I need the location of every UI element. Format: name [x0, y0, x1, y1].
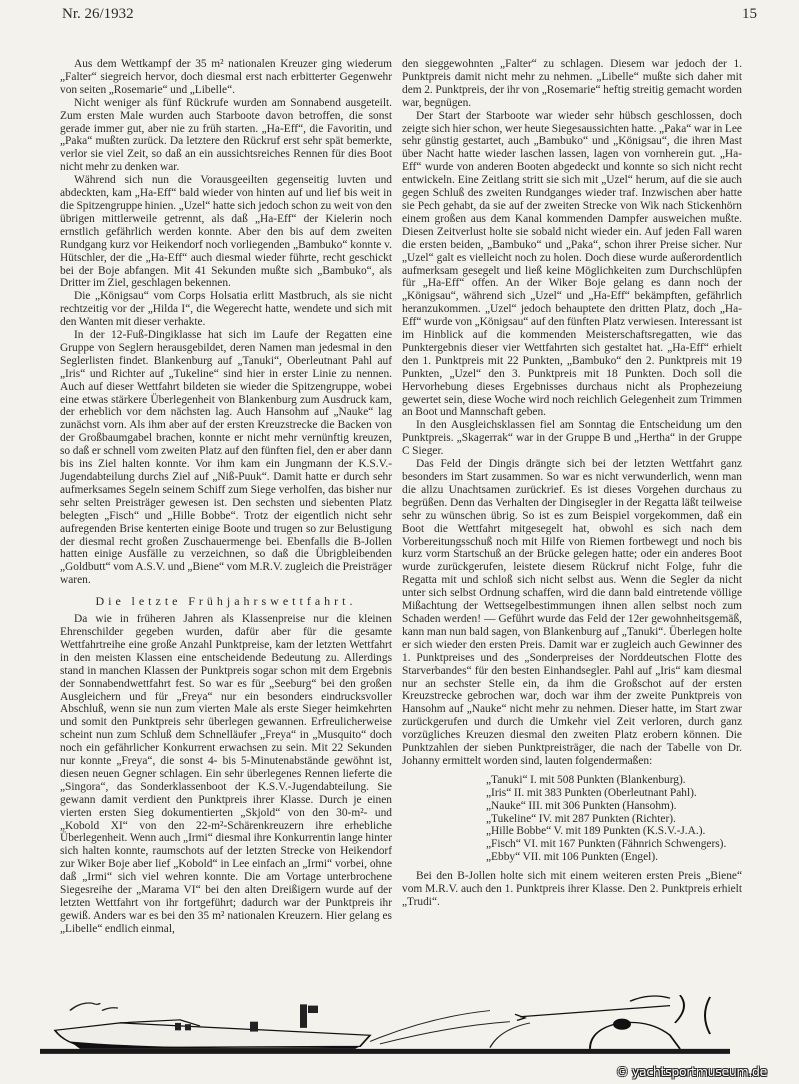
sea-monster: [515, 995, 710, 1049]
paragraph: den sieggewohnten „Falter“ zu schlagen. Diesem war jedoch der 1. Punktpreis damit nicht mehr zu nehmen. „Libelle“ mußte sich daher mit dem 2. Punktpreis, der ihr von „Rosemarie“ heftig streitig gemacht worden war, begnügen.: [402, 58, 742, 109]
paragraph: In der 12-Fuß-Dingiklasse hat sich im Laufe der Regatten eine Gruppe von Seglern herausgebildet, deren Namen man jedesmal in den Seglerlisten findet. Blankenburg auf „Tanuki“, Oberleutnant Pahl auf „Iris“ und Richter auf „Tukeline“ sind hier in erster Linie zu nennen. Auch auf dieser Wettfahrt bildeten sie wieder die Spitzengruppe, wobei eine etwas stärkere Überlegenheit von Blankenburg zum Ausdruck kam, der erheblich vor dem nächsten lag. Auch Hansohm auf „Nauke“ lag zunächst vorn. Als ihm aber auf der ersten Kreuzstrecke die Backen von der Großbaumgabel brachen, konnte er nicht mehr vernünftig kreuzen, so daß er schnell vom zweiten Platz auf den fünften fiel, den er aber dann bis ins Ziel halten konnte. Vor ihm kam ein Jungmann der K.S.V.-Jugendabteilung durchs Ziel auf „Niß-Puuk“. Damit hatte er durch sehr aufmerksames Segeln seinem Schiff zum Siege verholfen, das bisher nur sehr selten Preisträger gewesen ist. Den sechsten und siebenten Platz belegten „Fisch“ und „Hille Bobbe“. Trotz der eigentlich nicht sehr aufregenden Brise kenterten einige Boote und trugen so zur Belustigung der diesmal recht großen Zuschauermenge bei. Ebenfalls die B-Jollen hatten einige Ausfälle zu verzeichnen, so daß die Übrigbleibenden „Goldbutt“ vom A.S.V. und „Biene“ vom M.R.V. zugleich die Preisträger waren.: [60, 329, 392, 587]
issue-number: Nr. 26/1932: [62, 6, 134, 22]
section-heading: Die letzte Frühjahrswettfahrt.: [95, 594, 357, 609]
list-item: „Iris“ II. mit 383 Punkten (Oberleutnant Pahl).: [486, 786, 697, 799]
paragraph: Der Start der Starboote war wieder sehr hübsch geschlossen, doch zeigte sich hier schon, wer heute Siegesaussichten hatte. „Paka“ war in Lee sehr günstig gestartet, auch „Bambuko“ und „Königsau“, die ihren Mast über Nacht hatte wieder laschen lassen, lagen von vornherein gut. „Ha-Eff“ wurde von anderen Booten abgedeckt und konnte so sich nicht recht entwickeln. Eine Zeitlang stritt sie sich mit „Uzel“ herum, auf die sie auch gegen Schluß des zweiten Rundganges wieder traf. Inzwischen aber hatte sie Pech gehabt, da sie auf der zweiten Strecke von Wik nach Stickenhörn einem großen aus dem Kanal kommenden Dampfer ausweichen mußte. Diesen Zeitverlust holte sie sobald nicht wieder ein. Auf jeden Fall waren die ersten beiden, „Bambuko“ und „Paka“, schon ihrer Preise sicher. Nur „Uzel“ galt es vielleicht noch zu holen. Doch diese wurde außerordentlich aufmerksam gesegelt und ließ keine Möglichkeiten zum Durchschlüpfen für „Ha-Eff“ offen. An der Wiker Boje gelang es dann noch der „Königsau“, während sich „Uzel“ und „Ha-Eff“ bekämpften, gefährlich heranzukommen. „Uzel“ jedoch behauptete den dritten Platz, doch „Ha-Eff“ wurde von „Königsau“ auf den fünften Platz verwiesen. Interessant ist im Hinblick auf die kommenden Meisterschaftsregatten, wie das Punktergebnis dieser vier Wettfahrten sich gestaltet hat. „Ha-Eff“ erhielt den 1. Punktpreis mit 22 Punkten, „Bambuko“ den 2. Punktpreis mit 19 Punkten, „Uzel“ den 3. Punktpreis mit 18 Punkten. Doch soll die Hervorhebung dieses Ergebnisses durchaus nicht als Prophezeiung gewertet sein, diese Woche wird noch reichlich Gelegenheit zum Trimmen an Boot und Mannschaft geben.: [402, 109, 742, 419]
left-column: [60, 58, 392, 936]
boat-sea-monster-illustration: [30, 992, 770, 1060]
water-line: [40, 1049, 730, 1054]
paragraph: Die „Königsau“ vom Corps Holsatia erlitt Mastbruch, als sie nicht rechtzeitig vor der „Hilda I“, die Wegerecht hatte, wendete und sich mit den Wanten mit dieser verhakte.: [60, 290, 392, 329]
list-item: „Tanuki“ I. mit 508 Punkten (Blankenburg).: [486, 773, 686, 786]
list-item: „Nauke“ III. mit 306 Punkten (Hansohm).: [486, 799, 677, 812]
watermark: © yachtsportmuseum.de: [616, 1064, 768, 1079]
list-item: „Hille Bobbe“ V. mit 189 Punkten (K.S.V.-J.A.).: [486, 825, 706, 838]
paragraph: Bei den B-Jollen holte sich mit einem weiteren ersten Preis „Biene“ vom M.R.V. auch den 1. Punktpreis ihrer Klasse. Den 2. Punktpreis erhielt „Trudi“.: [402, 870, 742, 908]
list-item: „Fisch“ VI. mit 167 Punkten (Fähnrich Schwengers).: [486, 838, 727, 851]
paragraph: Nicht weniger als fünf Rückrufe wurden am Sonnabend ausgeteilt. Zum ersten Male wurden auch Starboote davon betroffen, die sonst gerade immer gut, aber nie zu früh starten. „Ha-Eff“, die Favoritin, und „Paka“ mußten zurück. Da letztere den Rückruf erst sehr spät bemerkte, verlor sie viel Zeit, so daß an ein aussichtsreiches Rennen für dies Boot nicht mehr zu denken war.: [60, 96, 392, 174]
paragraph: Das Feld der Dingis drängte sich bei der letzten Wettfahrt ganz besonders im Start zusammen. So war es nicht verwunderlich, wenn man die allzu Unachtsamen zurückrief. Es ist dieses Vorgehen durchaus zu begrüßen. Denn das Verhalten der Dingisegler in der Regatta läßt teilweise sehr zu wünschen übrig. So ist es zum Beispiel vorgekommen, daß ein Boot die Wettfahrt mitgesegelt hat, obwohl es sich nach dem Vorbereitungsschuß noch mit Hilfe von Riemen fortbewegt und noch bis kurz vorm Startschuß an der Brücke gelegen hatte; oder ein anderes Boot wurde zurückgerufen, leistete diesem Rückruf nicht Folge, fuhr die Regatta mit und schloß sich nicht selbst aus. Wenn die Segler da nicht unter sich selbst Ordnung schaffen, wird die dann bald eintretende völlige Mißachtung der Wettsegelbestimmungen ihnen allen selbst noch zum Schaden werden! — Geführt wurde das Feld der 12er gewohnheitsgemäß, kann man nun bald sagen, von Blankenburg auf „Tanuki“. Überlegen holte er sich wieder den ersten Preis. Damit war er zugleich auch Gewinner des 1. Punktpreises und des „Sonderpreises der Norddeutschen Flotte des Starverbandes“ für den besten Einhandsegler. Pahl auf „Iris“ kam diesmal nur an sechster Stelle ein, da ihm die Großschot auf der ersten Kreuzstrecke gebrochen war, doch war ihm der zweite Punktpreis von Hansohm auf „Nauke“ nicht mehr zu nehmen. Dieser hatte, im Start zwar zurückgerufen und durch die Umkehr viel Zeit verloren, durch ganz vorzügliches Kreuzen diesmal den zweiten Platz erobern können. Die Punktzahlen der sieben Punktpreisträger, die nach der Tabelle von Dr. Johanny ermittelt worden sind, lauten folgendermaßen:: [402, 458, 742, 767]
paragraph: Aus dem Wettkampf der 35 m² nationalen Kreuzer ging wiederum „Falter“ siegreich hervor, doch diesmal erst nach erbitterter Gegenwehr von seiten „Rosemarie“ und „Libelle“.: [60, 58, 392, 96]
results-list: [486, 774, 742, 864]
paragraph: Da wie in früheren Jahren als Klassenpreise nur die kleinen Ehrenschilder gegeben wurden, dafür aber für die gesamte Wettfahrtreihe eine große Anzahl Punktpreise, kam der letzten Wettfahrt in den meisten Klassen eine entscheidende Bedeutung zu. Allerdings stand in manchen Klassen der Punktpreis sogar schon mit dem Ergebnis der Sonnabendwettfahrt fest. So war es für „Seeburg“ bei den großen Ausgleichern und für „Freya“ nur ein besonders eindrucksvoller Abschluß, wenn sie nun zum vierten Male als erste Sieger heimkehrten und somit den Punktpreis sehr überlegen gewannen. Erfreulicherweise scheint nun zum Schluß dem Schnelläufer „Freya“ in „Musquito“ doch noch ein gefährlicher Konkurrent erwachsen zu sein. Mit 22 Sekunden nur konnte „Freya“, die sonst 4- bis 5-Minutenabstände gewöhnt ist, diesen neuen Gegner schlagen. Ein sehr überlegenes Rennen lieferte die „Singora“, das Sonderklassenboot der K.S.V.-Jugendabteilung. Sie gewann damit verdient den Punktpreis ihrer Klasse. Durch je einen vierten ersten Sieg dokumentierten „Skjold“ von den 30-m²- und „Kobold XI“ von den 22-m²-Schärenkreuzern ihre erhebliche Überlegenheit. Wenn auch „Irmi“ diesmal ihre Konkurrentin lange hinter sich halten konnte, raumschots auf der letzten Strecke von Heikendorf zur Wiker Boje aber lief „Kobold“ in Lee einfach an „Irmi“ vorbei, ohne daß „Irmi“ sich viel wehren konnte. Die am Vortage unterbrochene Siegesreihe der „Marama VI“ bei den alten Dreißigern wurde auf der letzten Wettfahrt von ihr fortgeführt; dadurch war der Punktpreis ihr gewiß. Anders war es bei den 35 m² nationalen Kreuzern. Hier gelang es „Libelle“ endlich einmal,: [60, 613, 392, 935]
page-number: 15: [742, 6, 757, 22]
list-item: „Tukeline“ IV. mit 287 Punkten (Richter).: [486, 812, 676, 825]
paragraph: In den Ausgleichsklassen fiel am Sonntag die Entscheidung um den Punktpreis. „Skagerrak“ war in der Gruppe B und „Hertha“ in der Gruppe C Sieger.: [402, 419, 742, 458]
seagull-icons: [70, 1003, 118, 1011]
splash: [370, 1011, 530, 1048]
paragraph: Während sich nun die Vorausgeeilten gegenseitig luvten und abdeckten, kam „Ha-Eff“ bald wieder von hinten auf und lief bis weit in die Spitzengruppe hinien. „Uzel“ hatte sich jedoch schon zu weit von den übrigen mittlerweile getrennt, als daß „Ha-Eff“ der Kielerin noch ernstlich gefährlich werden konnte. Aber den bis auf dem zweiten Rundgang kurz vor Heikendorf noch vorliegenden „Bambuko“ konnte v. Hütschler, der die „Ha-Eff“ auch diesmal wieder führte, recht geschickt bei der Boje abfangen. Mit 41 Sekunden mußte sich „Bambuko“, als Dritter im Ziel, geschlagen bekennen.: [60, 174, 392, 290]
list-item: „Ebby“ VII. mit 106 Punkten (Engel).: [486, 851, 658, 864]
right-column: [402, 58, 742, 909]
